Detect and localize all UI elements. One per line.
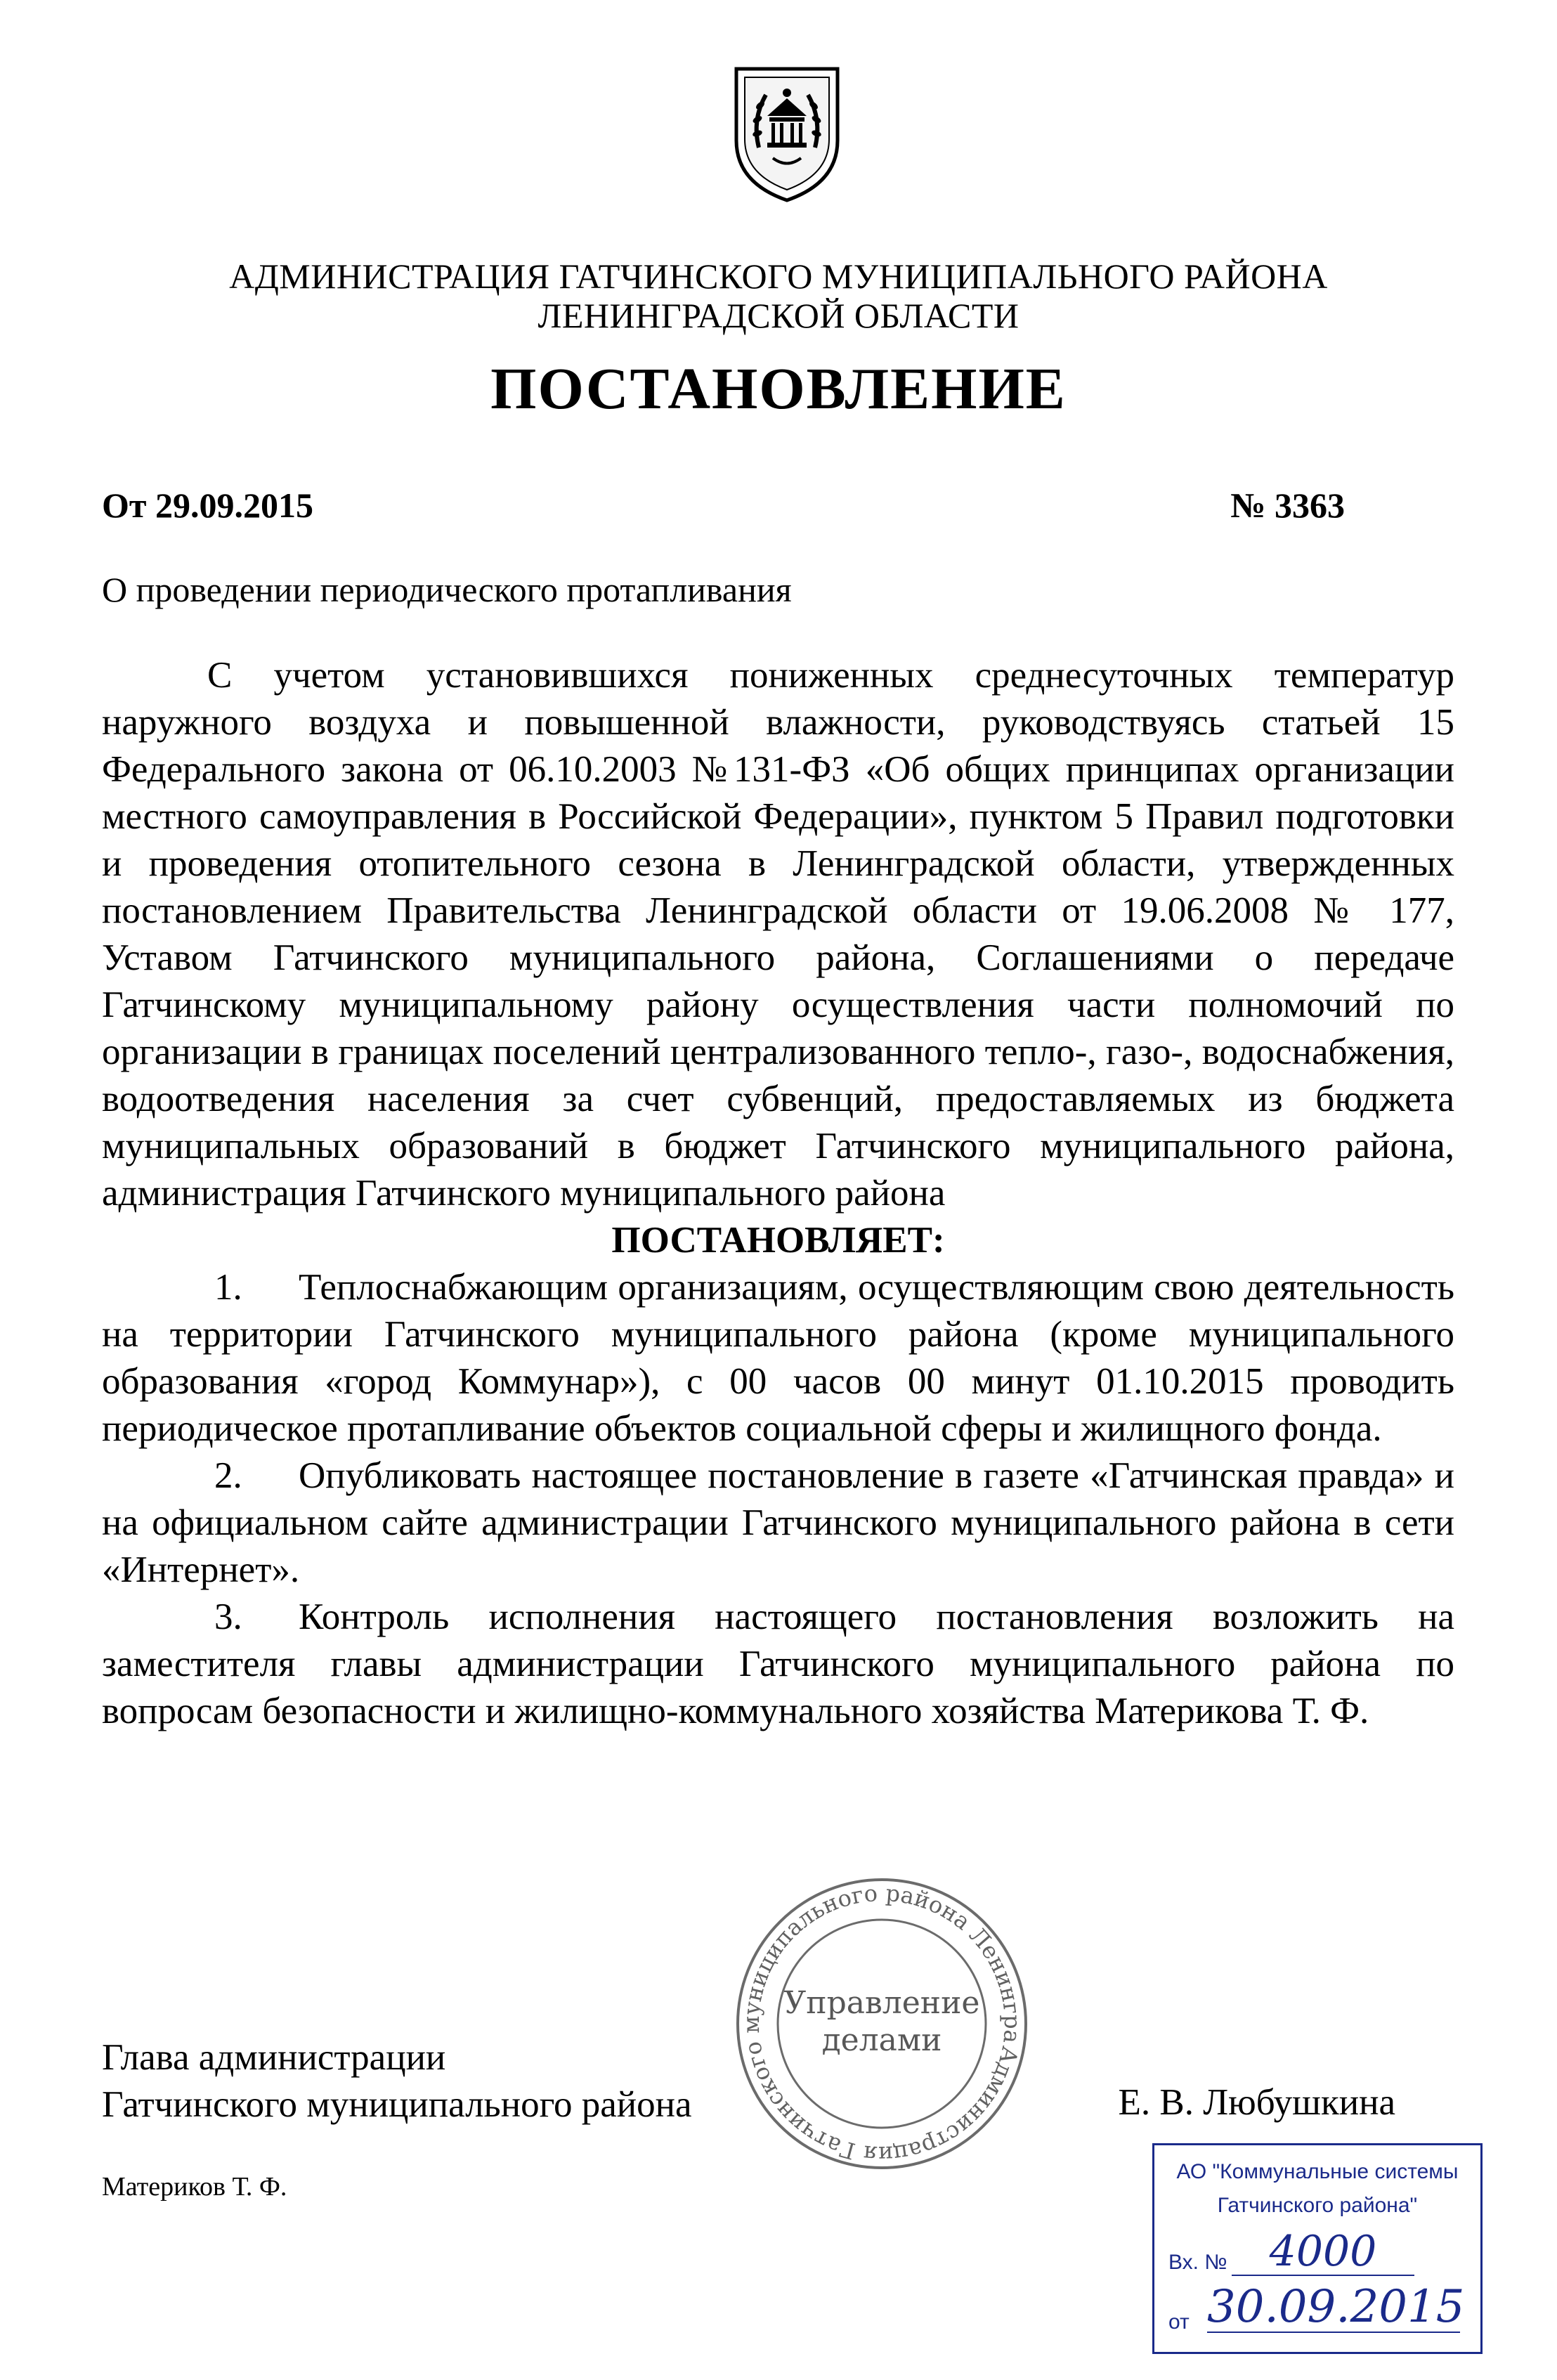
- registration-stamp: [1152, 2143, 1483, 2354]
- list-item-number: 2.: [214, 1455, 242, 1496]
- header-organization-line: АДМИНИСТРАЦИЯ ГАТЧИНСКОГО МУНИЦИПАЛЬНОГО РАЙОНА: [229, 256, 1328, 296]
- signatory-position-line: Гатчинского муниципального района: [102, 2084, 692, 2125]
- stamp-org-line: АО "Коммунальные системы: [1176, 2160, 1459, 2183]
- seal-inner-text: делами: [821, 2022, 942, 2058]
- coat-of-arms-emblem: [731, 63, 843, 204]
- official-seal: [727, 1869, 1036, 2178]
- signatory-position-line: Глава администрации: [102, 2037, 446, 2078]
- seal-outer-text: Администрация Гатчинского муниципального района Ленинградской: [737, 1879, 1027, 2168]
- document-title: ПОСТАНОВЛЕНИЕ: [490, 356, 1067, 422]
- seal-inner-text: Управление: [783, 1985, 980, 2021]
- decree-heading: ПОСТАНОВЛЯЕТ:: [611, 1220, 945, 1261]
- list-item-text: Теплоснабжающим организациям, осуществляющим свою деятельность на территории Гатчинского муниципального района (кроме муниципального образования «город Коммунар»), с 00 часов 00 минут 01.10.2015 проводить периодическое протапливание объектов социальной сферы и жилищного фонда.: [102, 1267, 1454, 1449]
- list-item: [102, 1264, 1454, 1452]
- list-item-number: 1.: [214, 1267, 242, 1308]
- list-item: [102, 1452, 1454, 1594]
- list-item-text: Контроль исполнения настоящего постановления возложить на заместителя главы администрации Гатчинского муниципального района по вопросам безопасности и жилищно-коммунального хозяйства Материкова Т. Ф.: [102, 1597, 1454, 1731]
- document-subject: О проведении периодического протапливания: [102, 570, 792, 609]
- document-date: От 29.09.2015: [102, 486, 313, 525]
- stamp-org-line: Гатчинского района": [1217, 2194, 1418, 2217]
- stamp-date-value: 30.09.2015: [1207, 2281, 1465, 2333]
- signatory-name: Е. В. Любушкина: [1118, 2082, 1395, 2123]
- executor-name: Материков Т. Ф.: [102, 2172, 287, 2202]
- header-region-line: ЛЕНИНГРАДСКОЙ ОБЛАСТИ: [538, 296, 1019, 335]
- list-item-number: 3.: [214, 1597, 242, 1637]
- stamp-incoming-label: Вх. №: [1168, 2251, 1227, 2274]
- preamble-paragraph: С учетом установившихся пониженных среднесуточных температур наружного воздуха и повышенной влажности, руководствуясь статьей 15 Федерального закона от 06.10.2003 №131-ФЗ «Об общих принципах организации местного самоуправления в Российской Федерации», пунктом 5 Правил подготовки и проведения отопительного сезона в Ленинградской области, утвержденных постановлением Правительства Ленинградской области от 19.06.2008 № 177, Уставом Гатчинского муниципального района, Соглашениями о передаче Гатчинскому муниципальному району осуществления части полномочий по организации в границах поселений централизованного тепло-, газо-, водоснабжения, водоотведения населения за счет субвенций, предоставляемых из бюджета муниципальных образований в бюджет Гатчинского муниципального района, администрация Гатчинского муниципального района: [102, 655, 1454, 1214]
- document-number: № 3363: [1230, 486, 1345, 525]
- stamp-incoming-number: 4000: [1232, 2228, 1414, 2276]
- stamp-date-label: от: [1168, 2310, 1190, 2334]
- list-item-text: Опубликовать настоящее постановление в газете «Гатчинская правда» и на официальном сайте администрации Гатчинского муниципального района в сети «Интернет».: [102, 1455, 1454, 1590]
- signatory-position: [102, 2034, 692, 2128]
- document-body: [102, 652, 1454, 1735]
- list-item: [102, 1594, 1454, 1735]
